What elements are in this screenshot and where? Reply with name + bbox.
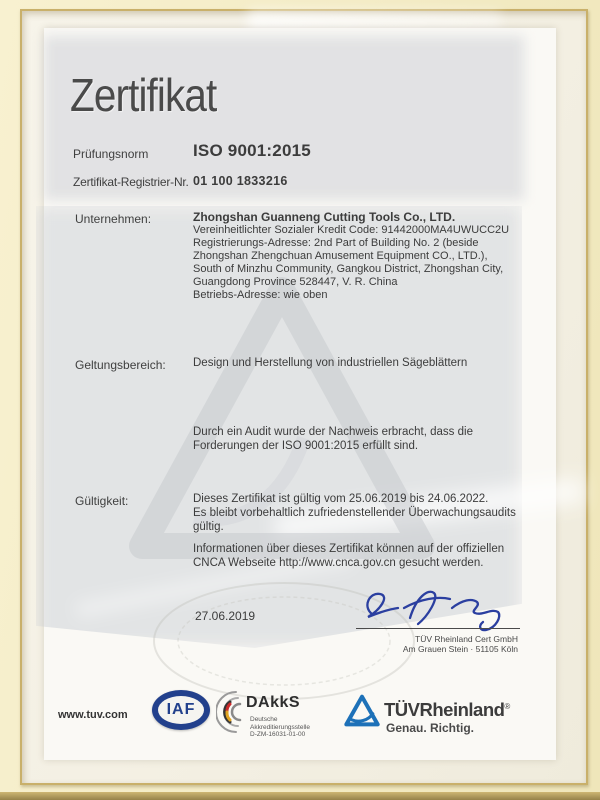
tuv-wordmark-rest: Rheinland [419, 699, 505, 720]
validity-line: Dieses Zertifikat ist gültig vom 25.06.2019 bis 24.06.2022. [193, 493, 489, 505]
company-line: Guangdong Province 528447, V. R. China [193, 276, 398, 288]
signature-line [356, 628, 520, 629]
issuer-block [403, 634, 518, 654]
field-value-registry-number: 01 100 1833216 [193, 174, 288, 188]
tuv-wordmark-bold: TÜV [384, 699, 420, 720]
dakks-subline: D-ZM-16031-01-00 [250, 731, 306, 738]
company-name: Zhongshan Guanneng Cutting Tools Co., LTD. [193, 210, 456, 224]
registered-mark: ® [504, 701, 510, 711]
company-line: Betriebs-Adresse: wie oben [193, 289, 328, 301]
dakks-logo-label: DAkkS [246, 694, 301, 711]
iaf-logo [152, 690, 210, 730]
dakks-subtext [250, 716, 310, 739]
company-line: Registrierungs-Adresse: 2nd Part of Building No. 2 (beside [193, 237, 479, 249]
company-line: South of Minzhu Community, Gangkou District, Zhongshan City, [193, 263, 504, 275]
issuer-org: TÜV Rheinland Cert GmbH [415, 634, 518, 644]
tuv-triangle-watermark-icon [114, 268, 454, 568]
tuv-rheinland-triangle-icon [344, 694, 380, 728]
tuv-tagline: Genau. Richtig. [386, 721, 475, 735]
field-label-pruefungsnorm: Prüfungsnorm [73, 147, 149, 161]
info-line: Informationen über dieses Zertifikat können auf der offiziellen [193, 543, 505, 555]
field-label-registrier-nr: Zertifikat-Registrier-Nr. [73, 175, 189, 189]
issue-date: 27.06.2019 [195, 609, 256, 623]
certificate-title: Zertifikat [70, 69, 217, 121]
dakks-logo [216, 688, 346, 742]
certificate-paper [44, 28, 556, 760]
info-line: CNCA Webseite http://www.cnca.gov.cn gesucht werden. [193, 557, 484, 569]
dakks-subline: Akkreditierungsstelle [250, 723, 310, 731]
tuv-website-text: www.tuv.com [58, 709, 128, 721]
validity-line: gültig. [193, 521, 224, 533]
field-value-standard: ISO 9001:2015 [193, 141, 311, 160]
field-label-geltungsbereich: Geltungsbereich: [75, 358, 166, 372]
validity-line: Es bleibt vorbehaltlich zufriedenstellender Überwachungsaudits [193, 507, 516, 519]
field-label-unternehmen: Unternehmen: [75, 212, 152, 226]
tuv-rheinland-wordmark [384, 699, 510, 721]
iaf-logo-label: IAF [158, 696, 204, 724]
dakks-subline: Deutsche [250, 716, 278, 723]
company-line: Zhongshan Zhengchuan Amusement Equipment CO., LTD.), [193, 250, 488, 262]
audit-statement-line: Durch ein Audit wurde der Nachweis erbracht, dass die [193, 426, 473, 438]
scope-value: Design und Herstellung von industriellen Sägeblättern [193, 357, 468, 369]
audit-statement-line: Forderungen der ISO 9001:2015 erfüllt sind. [193, 440, 419, 452]
company-line: Vereinheitlichter Sozialer Kredit Code: 91442000MA4UWUCC2U [193, 224, 510, 236]
field-label-gueltigkeit: Gültigkeit: [75, 494, 129, 508]
issuer-address: Am Grauen Stein · 51105 Köln [402, 644, 518, 654]
